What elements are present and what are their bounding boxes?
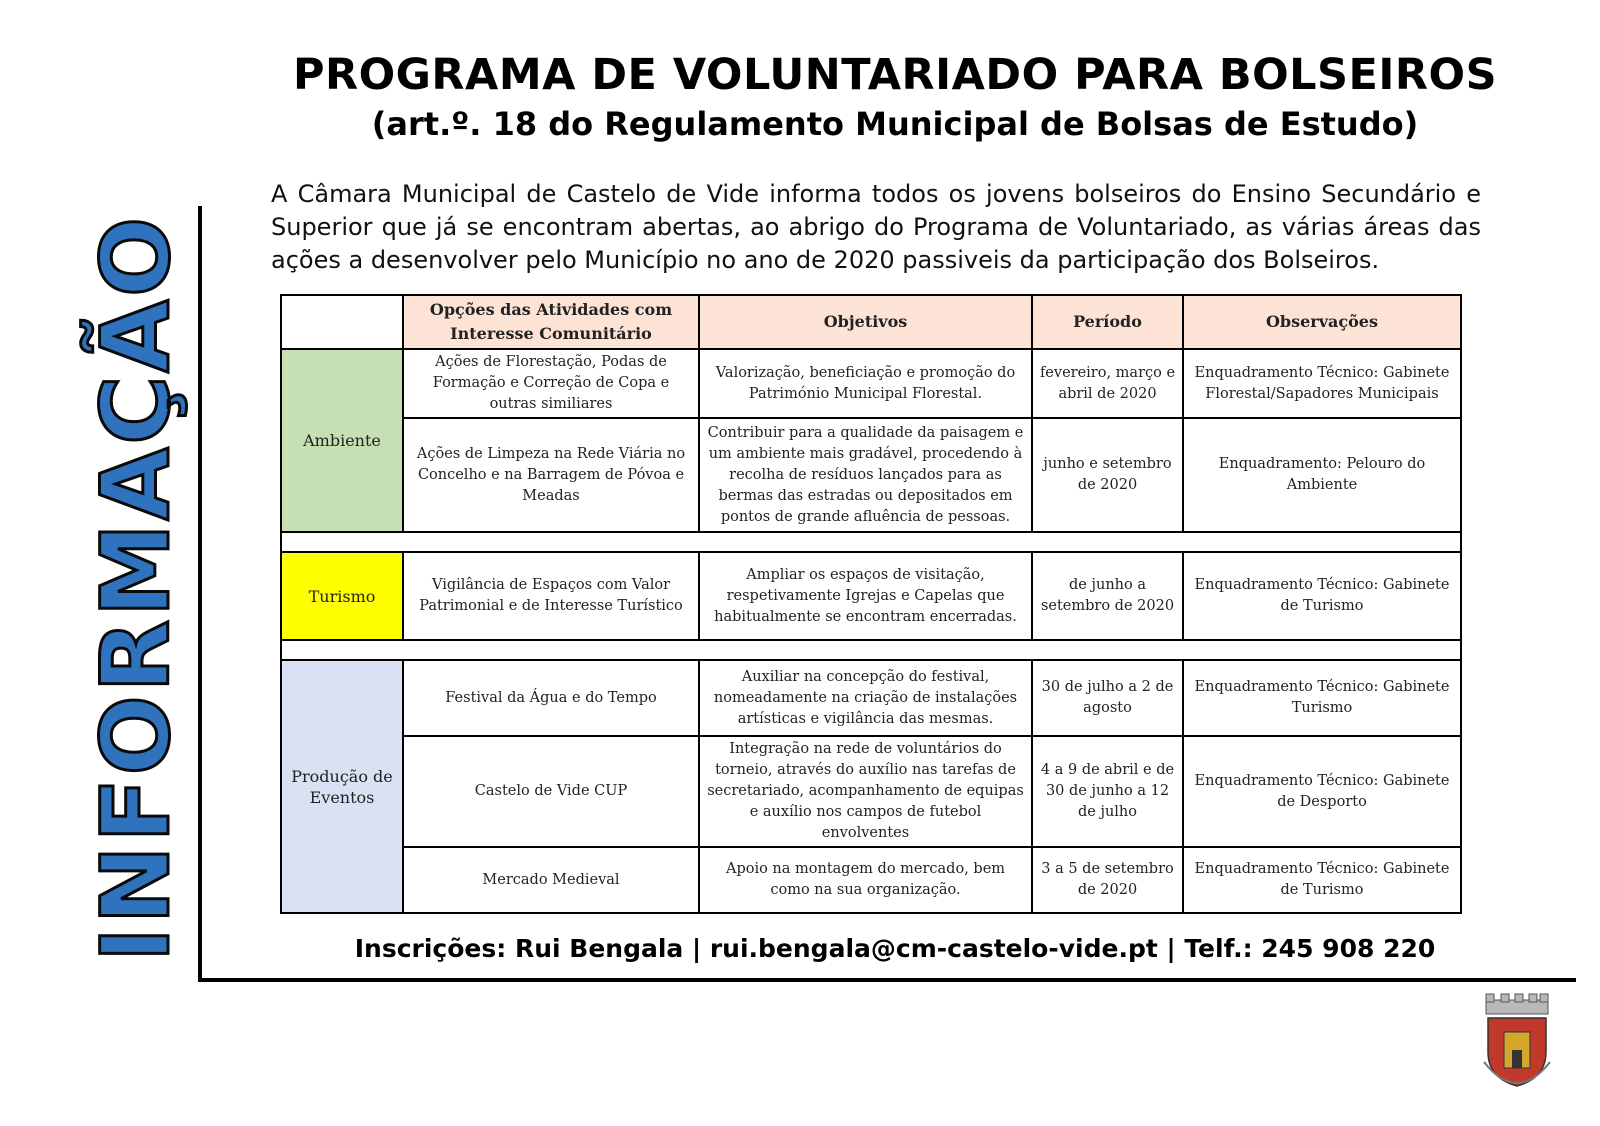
period-cell: 3 a 5 de setembro de 2020 — [1032, 847, 1183, 913]
objective-cell: Ampliar os espaços de visitação, respetivamente Igrejas e Capelas que habitualmente se encontram encerradas. — [699, 552, 1032, 640]
mural-crown — [1486, 994, 1548, 1014]
side-label-container — [82, 208, 192, 968]
activity-cell: Ações de Limpeza na Rede Viária no Concelho e na Barragem de Póvoa e Meadas — [403, 418, 699, 532]
activity-cell: Festival da Água e do Tempo — [403, 660, 699, 736]
observation-cell: Enquadramento: Pelouro do Ambiente — [1183, 418, 1461, 532]
table-spacer-row — [281, 532, 1461, 552]
table-row — [281, 418, 1461, 532]
activity-cell: Castelo de Vide CUP — [403, 736, 699, 847]
footer-contact: Inscrições: Rui Bengala | rui.bengala@cm-castelo-vide.pt | Telf.: 245 908 220 — [354, 934, 1436, 963]
period-cell: 30 de julho a 2 de agosto — [1032, 660, 1183, 736]
table-row — [281, 552, 1461, 640]
table-spacer-row — [281, 640, 1461, 660]
activity-cell: Mercado Medieval — [403, 847, 699, 913]
table-row — [281, 660, 1461, 736]
header-period: Período — [1032, 295, 1183, 349]
activity-cell: Vigilância de Espaços com Valor Patrimonial e de Interesse Turístico — [403, 552, 699, 640]
side-label: INFORMAÇÃO — [82, 213, 191, 963]
category-turismo: Turismo — [281, 552, 403, 640]
period-cell: 4 a 9 de abril e de 30 de junho a 12 de julho — [1032, 736, 1183, 847]
period-cell: fevereiro, março e abril de 2020 — [1032, 349, 1183, 418]
frame-horizontal-rule — [198, 978, 1576, 982]
header-activities: Opções das Atividades com Interesse Comunitário — [403, 295, 699, 349]
table-row — [281, 349, 1461, 418]
table-header-row — [281, 295, 1461, 349]
category-producao-eventos: Produção de Eventos — [281, 660, 403, 913]
page-subtitle: (art.º. 18 do Regulamento Municipal de Bolsas de Estudo) — [371, 105, 1419, 143]
frame-vertical-rule — [198, 206, 202, 982]
municipal-crest-icon — [1474, 992, 1560, 1102]
objective-cell: Valorização, beneficiação e promoção do Património Municipal Florestal. — [699, 349, 1032, 418]
crest-gate — [1512, 1050, 1522, 1068]
objective-cell: Contribuir para a qualidade da paisagem e um ambiente mais gradável, procedendo à recolha de resíduos lançados para as bermas das estradas ou depositados em pontos de grande afluência de pessoas. — [699, 418, 1032, 532]
objective-cell: Auxiliar na concepção do festival, nomeadamente na criação de instalações artísticas e vigilância das mesmas. — [699, 660, 1032, 736]
intro-paragraph: A Câmara Municipal de Castelo de Vide informa todos os jovens bolseiros do Ensino Secundário e Superior que já se encontram abertas, ao abrigo do Programa de Voluntariado, as várias áreas das ações a desenvolver pelo Município no ano de 2020 passiveis da participação dos Bolseiros. — [271, 180, 1481, 274]
header-observations: Observações — [1183, 295, 1461, 349]
table-row — [281, 736, 1461, 847]
header-blank-cell — [281, 295, 403, 349]
objective-cell: Apoio na montagem do mercado, bem como na sua organização. — [699, 847, 1032, 913]
observation-cell: Enquadramento Técnico: Gabinete de Desporto — [1183, 736, 1461, 847]
period-cell: junho e setembro de 2020 — [1032, 418, 1183, 532]
program-table — [280, 294, 1462, 914]
observation-cell: Enquadramento Técnico: Gabinete Florestal/Sapadores Municipais — [1183, 349, 1461, 418]
header-objectives: Objetivos — [699, 295, 1032, 349]
page-title: PROGRAMA DE VOLUNTARIADO PARA BOLSEIROS — [292, 50, 1498, 100]
category-ambiente: Ambiente — [281, 349, 403, 532]
period-cell: de junho a setembro de 2020 — [1032, 552, 1183, 640]
activity-cell: Ações de Florestação, Podas de Formação e Correção de Copa e outras similiares — [403, 349, 699, 418]
observation-cell: Enquadramento Técnico: Gabinete de Turismo — [1183, 552, 1461, 640]
observation-cell: Enquadramento Técnico: Gabinete Turismo — [1183, 660, 1461, 736]
objective-cell: Integração na rede de voluntários do torneio, através do auxílio nas tarefas de secretariado, acompanhamento de equipas e auxílio nos campos de futebol envolventes — [699, 736, 1032, 847]
table-row — [281, 847, 1461, 913]
observation-cell: Enquadramento Técnico: Gabinete de Turismo — [1183, 847, 1461, 913]
